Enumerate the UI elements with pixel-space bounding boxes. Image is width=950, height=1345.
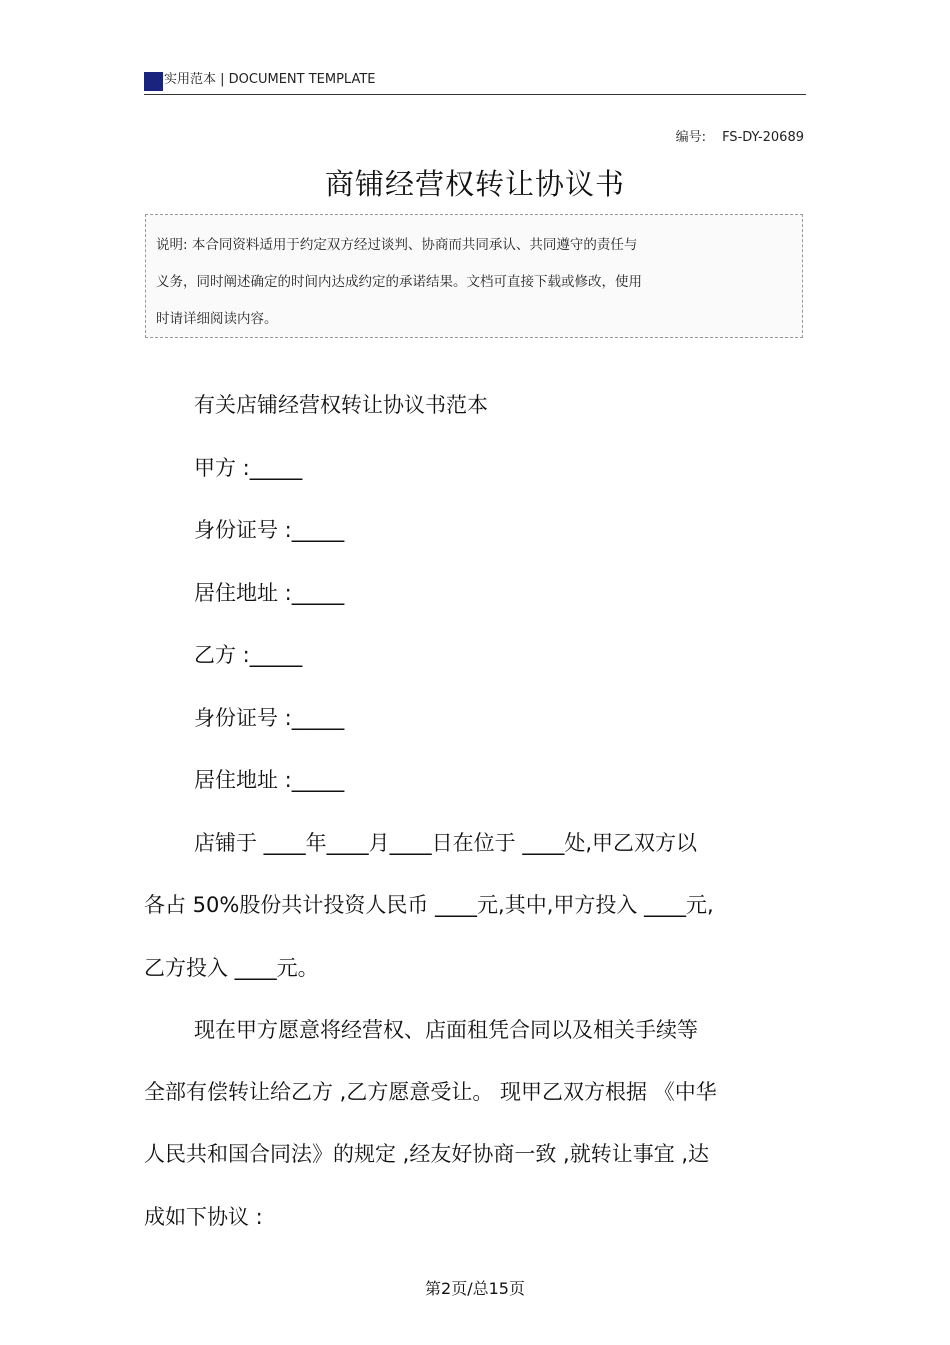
brand-square-icon [144,72,163,91]
document-title: 商铺经营权转让协议书 [324,167,625,201]
paragraph-line: 人民共和国合同法》的规定 ,经友好协商一致 ,就转让事宜 ,达 [144,1142,710,1166]
document-number [676,126,804,145]
description-line-2: 义务，同时阐述确定的时间内达成约定的承诺结果。文档可直接下载或修改，使用 [156,274,642,290]
description-line-3: 时请详细阅读内容。 [156,311,278,327]
description-box [145,214,803,338]
description-line-1: 说明: 本合同资料适用于约定双方经过谈判、协商而共同承认、共同遵守的责任与 [156,237,638,253]
paragraph-line: 现在甲方愿意将经营权、店面租凭合同以及相关手续等 [194,1018,698,1042]
document-number-value: FS-DY-20689 [722,130,804,145]
paragraph-line: 各占 50%股份共计投资人民币 ____元,其中,甲方投入 ____元, [144,893,714,917]
party-a-field: 甲方 :_____ [194,456,303,480]
party-b-address-field: 居住地址 :_____ [194,768,345,792]
party-a-address-field: 居住地址 :_____ [194,581,345,605]
paragraph-line: 店铺于 ____年____月____日在位于 ____处,甲乙双方以 [194,831,698,855]
section-heading: 有关店铺经营权转让协议书范本 [194,393,488,417]
paragraph-line: 成如下协议 : [144,1205,263,1229]
document-number-label: 编号: [675,130,707,145]
header-brand-text: 实用范本 | DOCUMENT TEMPLATE [164,72,376,87]
party-b-id-field: 身份证号 :_____ [194,706,345,730]
party-a-id-field: 身份证号 :_____ [194,518,345,542]
paragraph-line: 全部有偿转让给乙方 ,乙方愿意受让。 现甲乙双方根据 《中华 [144,1080,717,1104]
party-b-field: 乙方 :_____ [194,643,303,667]
page-number: 第2页/总15页 [425,1279,525,1298]
page-header [144,70,806,95]
paragraph-line: 乙方投入 ____元。 [144,956,319,980]
